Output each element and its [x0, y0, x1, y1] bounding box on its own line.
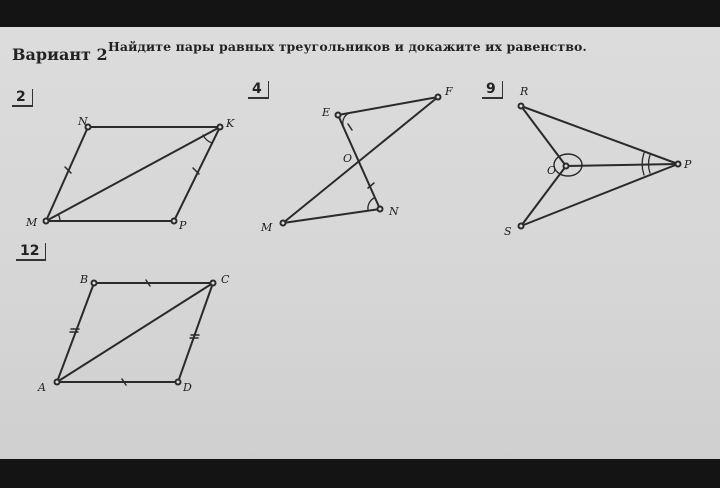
problem-number-9: 9: [482, 81, 503, 99]
label-k-2: K: [226, 117, 235, 130]
segment-fm: [283, 97, 438, 223]
diagonal-ac: [57, 283, 213, 382]
label-o-4: O: [343, 152, 353, 165]
label-b-12: B: [80, 273, 89, 286]
label-m-4: M: [261, 221, 273, 234]
segment-ef: [338, 97, 438, 115]
label-m-2: M: [26, 216, 38, 229]
label-f-4: F: [445, 85, 453, 98]
tick-mark-eo: [348, 124, 352, 130]
figure-problem-9: [519, 104, 681, 229]
problem-number-2: 2: [12, 89, 33, 107]
label-e-4: E: [322, 106, 331, 119]
label-r-9: R: [520, 85, 529, 98]
angle-arc-m: [58, 214, 60, 221]
label-a-12: A: [38, 381, 46, 394]
label-p-9: P: [684, 158, 692, 171]
variant-label: Вариант 2: [12, 45, 108, 64]
figure-problem-2: [44, 125, 223, 224]
label-n-2: N: [78, 115, 88, 128]
label-s-9: S: [504, 225, 512, 238]
figure-problem-4: [281, 95, 441, 226]
angle-arc-k: [203, 135, 212, 143]
segment-op: [566, 164, 678, 166]
problem-number-12: 12: [16, 243, 46, 261]
segment-rp: [521, 106, 678, 164]
diagonal-mk: [46, 127, 220, 221]
figure-problem-12: [55, 280, 216, 385]
label-p-2: P: [179, 219, 187, 232]
problem-number-4: 4: [248, 81, 269, 99]
label-n-4: N: [389, 205, 399, 218]
figures-canvas: [0, 27, 720, 459]
worksheet-page: [0, 27, 720, 459]
angle-arc-n: [368, 198, 374, 210]
label-o-9: O: [547, 164, 557, 177]
task-instruction: Найдите пары равных треугольников и докажите их равенство.: [108, 39, 587, 54]
label-d-12: D: [183, 381, 192, 394]
label-c-12: C: [221, 273, 230, 286]
